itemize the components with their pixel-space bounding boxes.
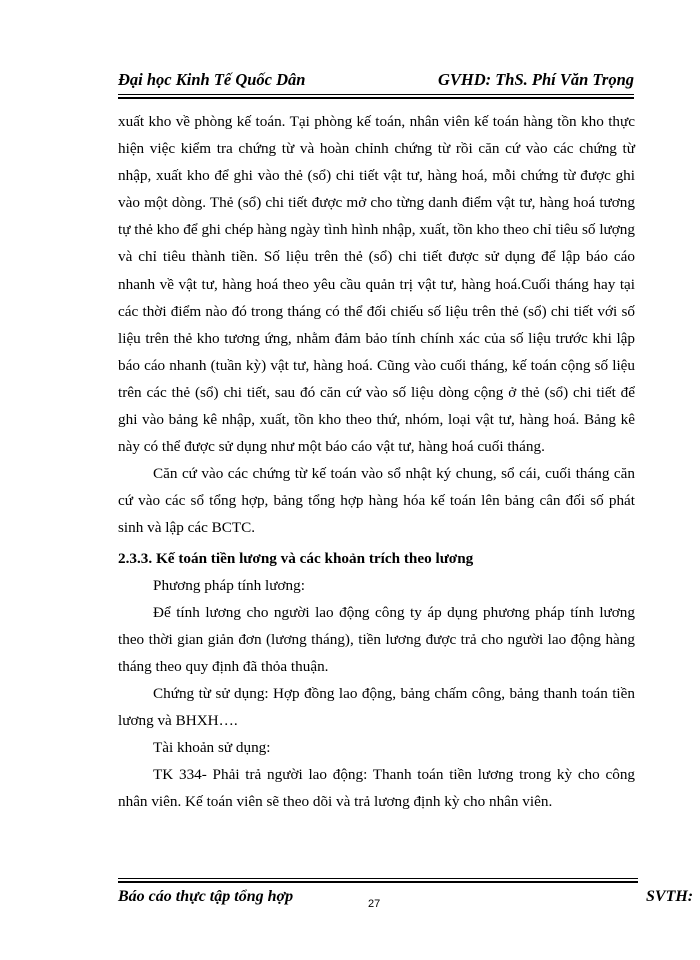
footer-report-title: Báo cáo thực tập tổng hợp xyxy=(118,888,294,905)
header-rule xyxy=(118,94,634,95)
paragraph-salary-method-label: Phương pháp tính lương: xyxy=(153,576,305,594)
header-rule-thick xyxy=(118,97,634,99)
paragraph-general-journal: Căn cứ vào các chứng từ kế toán vào sổ nhật ký chung, sổ cái, cuối tháng căn cứ vào các sổ tổng hợp, bảng tổng hợp hàng hóa kế toán lên bảng cân đối số phát sinh và lập các BCTC. xyxy=(118,465,635,537)
page-footer xyxy=(118,878,700,918)
paragraph-account-334: TK 334- Phải trả người lao động: Thanh toán tiền lương trong kỳ cho công nhân viên. Kế toán viên sẽ theo dõi và trả lương định kỳ cho nhân viên. xyxy=(118,766,635,811)
paragraph-salary-method: Để tính lương cho người lao động công ty áp dụng phương pháp tính lương theo thời gian giản đơn (lương tháng), tiền lương được trả cho người lao động hàng tháng theo quy định đã thỏa thuận. xyxy=(118,603,635,675)
footer-student: SVTH: xyxy=(646,888,694,905)
footer-rule-thick xyxy=(118,881,638,883)
paragraph-documents-used: Chứng từ sử dụng: Hợp đồng lao động, bảng chấm công, bảng thanh toán tiền lương và BHXH…. xyxy=(118,684,635,730)
paragraph-accounts-label: Tài khoản sử dụng: xyxy=(153,739,271,757)
footer-rule xyxy=(118,878,638,879)
page-header xyxy=(118,66,634,96)
header-university: Đại học Kinh Tế Quốc Dân xyxy=(118,70,306,89)
document-body xyxy=(118,108,635,815)
section-heading: 2.3.3. Kế toán tiền lương và các khoản trích theo lương xyxy=(118,549,474,567)
header-supervisor: GVHD: ThS. Phí Văn Trọng xyxy=(437,70,634,89)
page-number: 27 xyxy=(368,898,381,910)
paragraph-inventory-detail: xuất kho về phòng kế toán. Tại phòng kế toán, nhân viên kế toán hàng tồn kho thực hiện việc kiểm tra chứng từ và hoàn chỉnh chứng từ rồi căn cứ vào các chứng từ nhập, xuất kho để ghi vào thẻ (sổ) chi tiết vật tư, hàng hoá, mỗi chứng từ được ghi vào một dòng. Thẻ (sổ) chi tiết được mở cho từng danh điểm vật tư, hàng hoá tương tự thẻ kho để ghi chép hàng ngày tình hình nhập, xuất, tồn kho theo chỉ tiêu số lượng và chỉ tiêu thành tiền. Số liệu trên thẻ (sổ) chi tiết được sử dụng để lập báo cáo nhanh về vật tư, hàng hoá theo yêu cầu quản trị vật tư, hàng hoá.Cuối tháng hay tại các thời điểm nào đó trong tháng có thể đối chiếu số liệu trên thẻ (sổ) chi tiết với số liệu trên thẻ kho tương ứng, nhằm đảm bảo tính chính xác của số liệu trước khi lập báo cáo nhanh (tuần kỳ) vật tư, hàng hoá. Cũng vào cuối tháng, kế toán cộng số liệu trên các thẻ (sổ) chi tiết, sau đó căn cứ vào số liệu dòng cộng ở thẻ (sổ) chi tiết để ghi vào bảng kê nhập, xuất, tồn kho theo thứ, nhóm, loại vật tư, hàng hoá. Bảng kê này có thể được sử dụng như một báo cáo vật tư, hàng hoá cuối tháng. xyxy=(118,113,635,456)
